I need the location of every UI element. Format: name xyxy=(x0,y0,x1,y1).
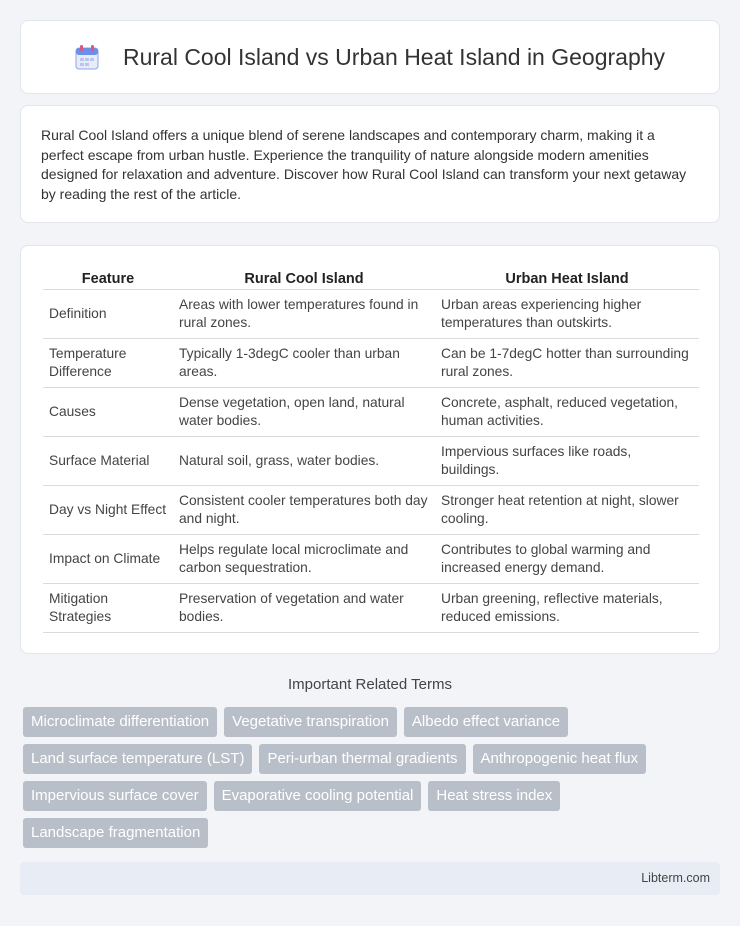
term-tag[interactable]: Landscape fragmentation xyxy=(23,818,208,848)
term-tag[interactable]: Impervious surface cover xyxy=(23,781,207,811)
urban-cell: Urban greening, reflective materials, reduced emissions. xyxy=(435,584,699,633)
header-urban-heat-island: Urban Heat Island xyxy=(435,266,699,290)
table-row xyxy=(43,290,699,339)
term-tag[interactable]: Heat stress index xyxy=(428,781,560,811)
feature-cell: Temperature Difference xyxy=(43,339,173,388)
intro-card xyxy=(20,105,720,223)
table-row xyxy=(43,535,699,584)
urban-cell: Urban areas experiencing higher temperatures than outskirts. xyxy=(435,290,699,339)
rural-cell: Dense vegetation, open land, natural water bodies. xyxy=(173,388,435,437)
page-title: Rural Cool Island vs Urban Heat Island in Geography xyxy=(122,43,666,70)
header-rural-cool-island: Rural Cool Island xyxy=(173,266,435,290)
header-card xyxy=(20,20,720,94)
table-header-row xyxy=(43,266,699,290)
related-terms-list xyxy=(23,707,723,848)
table-row xyxy=(43,437,699,486)
term-tag[interactable]: Evaporative cooling potential xyxy=(214,781,422,811)
feature-cell: Mitigation Strategies xyxy=(43,584,173,633)
term-tag[interactable]: Vegetative transpiration xyxy=(224,707,397,737)
table-row xyxy=(43,388,699,437)
rural-cell: Areas with lower temperatures found in rural zones. xyxy=(173,290,435,339)
urban-cell: Can be 1-7degC hotter than surrounding rural zones. xyxy=(435,339,699,388)
term-tag[interactable]: Anthropogenic heat flux xyxy=(473,744,647,774)
urban-cell: Stronger heat retention at night, slower cooling. xyxy=(435,486,699,535)
comparison-table-card xyxy=(20,245,720,654)
rural-cell: Preservation of vegetation and water bodies. xyxy=(173,584,435,633)
urban-cell: Concrete, asphalt, reduced vegetation, human activities. xyxy=(435,388,699,437)
feature-cell: Causes xyxy=(43,388,173,437)
footer-site-link[interactable]: Libterm.com xyxy=(641,871,710,885)
table-row xyxy=(43,584,699,633)
urban-cell: Contributes to global warming and increased energy demand. xyxy=(435,535,699,584)
calendar-icon xyxy=(75,44,99,70)
table-row xyxy=(43,486,699,535)
feature-cell: Day vs Night Effect xyxy=(43,486,173,535)
rural-cell: Natural soil, grass, water bodies. xyxy=(173,437,435,486)
rural-cell: Typically 1-3degC cooler than urban areas. xyxy=(173,339,435,388)
table-row xyxy=(43,339,699,388)
rural-cell: Helps regulate local microclimate and carbon sequestration. xyxy=(173,535,435,584)
comparison-table xyxy=(43,266,699,633)
intro-text: Rural Cool Island offers a unique blend of serene landscapes and contemporary charm, making it a perfect escape from urban hustle. Experience the tranquility of nature alongside modern amenities designed for relaxation and adventure. Discover how Rural Cool Island can transform your next getaway by reading the rest of the article. xyxy=(41,127,687,202)
urban-cell: Impervious surfaces like roads, buildings. xyxy=(435,437,699,486)
feature-cell: Impact on Climate xyxy=(43,535,173,584)
feature-cell: Surface Material xyxy=(43,437,173,486)
feature-cell: Definition xyxy=(43,290,173,339)
related-terms-title: Important Related Terms xyxy=(288,676,452,693)
term-tag[interactable]: Land surface temperature (LST) xyxy=(23,744,252,774)
rural-cell: Consistent cooler temperatures both day and night. xyxy=(173,486,435,535)
term-tag[interactable]: Albedo effect variance xyxy=(404,707,568,737)
footer xyxy=(20,862,720,895)
header-feature: Feature xyxy=(43,266,173,290)
term-tag[interactable]: Peri-urban thermal gradients xyxy=(259,744,465,774)
term-tag[interactable]: Microclimate differentiation xyxy=(23,707,217,737)
